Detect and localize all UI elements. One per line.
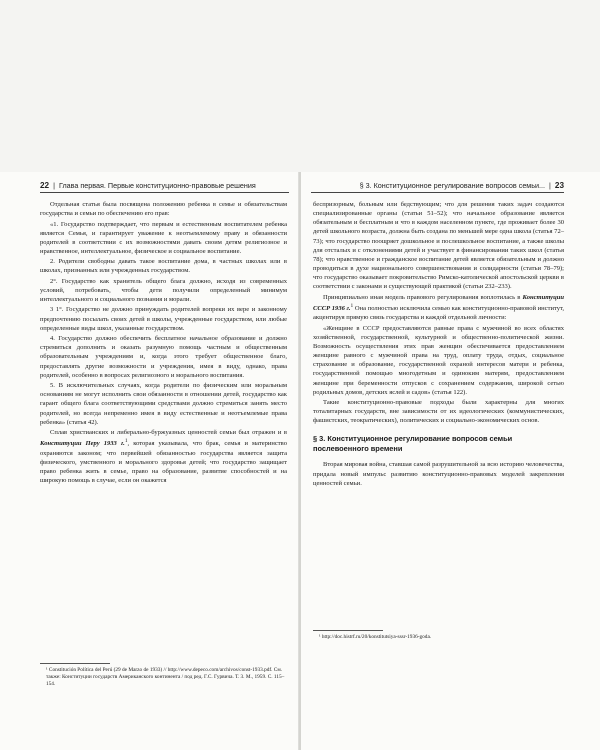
text-run: Она полностью исключила семью как конституционно-правовой институт, акцентируя прямую связь государства и каждой отдельной личности:	[313, 305, 565, 322]
paragraph: Вторая мировая война, ставшая самой разрушительной за всю историю человечества, придала новый импульс развитию конституционно-правовых моделей закрепления ценностей семьи.	[313, 461, 564, 487]
paragraph: 2°. Государство как хранитель общего блага должно, исходя из современных условий, потребовать, чтобы дети получили определенный минимум интеллектуального и социального познания и морали.	[40, 277, 287, 304]
paragraph: 5. В исключительных случаях, когда родители по физическим или моральным основаниям не могут исполнить свои обязанности в отношении детей, государство как гарант общего блага соответствующими средствами должно стремиться занять место родителей, но всегда непременно имея в виду естественные и неотъемлемые права ребенка» (статья 42).	[40, 382, 287, 426]
section-running-title: § 3. Конституционное регулирование вопросов семьи...	[359, 181, 546, 190]
constitution-peru-ref: Конституции Перу 1933 г.	[40, 440, 125, 448]
right-footnotes	[313, 630, 564, 641]
left-body-text	[40, 200, 287, 485]
footnote: ¹ http://doc.histrf.ru/20/konstitutsiya-sssr-1936-goda.	[319, 634, 432, 640]
text-run: Принципиально иная модель правового регулирования воплотилась в	[323, 293, 521, 301]
left-footnotes	[40, 663, 287, 688]
paragraph: 3 1°. Государство не должно принуждать родителей вопреки их вере и законному предпочтению посылать своих детей в школы, учрежденные государством, или любые определенные виды школ, указанные государством.	[40, 306, 287, 332]
paragraph: Такие конституционно-правовые подходы были характерны для многих тоталитарных государств, вне зависимости от их идеологических (коммунистических, фашистских, теократических), политических и социально-экономических основ.	[313, 399, 564, 425]
right-page-number: 23	[554, 181, 564, 190]
left-page	[0, 172, 299, 750]
paragraph: Отдельная статья была посвящена положению ребенка в семье и обязательствам государства и семьи по обеспечению его прав:	[40, 201, 287, 218]
header-separator: |	[53, 181, 55, 190]
section-heading: § 3. Конституционное регулирование вопросов семьи послевоенного времени	[313, 434, 513, 454]
text-run: Сплав христианских и либерально-буржуазных ценностей семьи был отражен и в	[50, 429, 287, 437]
right-page	[301, 172, 600, 750]
right-running-header	[311, 180, 564, 193]
paragraph: беспризорным, больным или бедствующим; что для решения таких задач создаются специализированные органы (статьи 51–52); что начальное образование является обязательным и бесплатным и что в каждом населенном пункте, где проживает более 30 детей школьного возраста, должна быть создана по меньшей мере одна школа (статья 72–73); что государство поощряет дошкольное и послешкольное воспитание, а также школы для отсталых и с отклонениями детей и участвует в финансировании таких школ (статья 78); что нравственное и гражданское воспитание детей является обязательным и должно проводиться в духе национального совершенствования и солидарности (статьи 78–79); что государство оказывает покровительство Римско-католической апостольской церкви в соответствии с законами и существующей практикой (статьи 232–233).	[313, 201, 564, 291]
text-run: , которая указывала, что брак, семья и материнство охраняются законом; что первейшей обязанностью государства является защита физического, умственного и морального здоровья детей; что государство защищает право ребенка жить в семье, право на образование, развитие способностей и на широкую помощь в случае, если он окажется	[40, 440, 287, 485]
paragraph-peru	[40, 428, 287, 485]
footnote: ¹ Constitución Política del Perú (29 de Marzo de 1933) // http://www.depeco.com/archivos/const-1933.pdf. См. также: Конституции государств Американского континента / под ред. Г.С. Гурвича. Т. 3. М., 1959. С. 115–154.	[46, 667, 285, 687]
footnote-rule	[313, 630, 383, 631]
paragraph: «1. Государство подтверждает, что первым и естественным воспитателем ребенка является Семья, и гарантирует уважение к неотъемлемому праву и обязанности родителей в соответствии с их возможностями давать своим детям религиозное и нравственное, интеллектуальное, физическое и социальное воспитание.	[40, 220, 287, 255]
footnote-rule	[40, 663, 110, 664]
paragraph-ussr	[313, 293, 564, 323]
left-running-header	[40, 180, 289, 193]
chapter-title: Глава первая. Первые конституционно-правовые решения	[58, 181, 256, 190]
constitution-ussr-ref: Конституции СССР 1936 г.	[313, 293, 564, 313]
left-page-number: 22	[40, 181, 50, 190]
header-separator: |	[549, 181, 551, 190]
paragraph: 2. Родители свободны давать такое воспитание дома, в частных школах или в школах, признанных или учрежденных государством.	[40, 258, 287, 275]
quote-paragraph: «Женщине в СССР предоставляются равные права с мужчиной во всех областях хозяйственной, государственной, культурной и общественно-политической жизни. Возможность осуществления этих прав женщин обеспечивается предоставлением женщине равного с мужчиной права на труд, оплату труда, отдых, социальное страхование и образование, государственной охраной интересов матери и ребенка, государственной помощью многодетным и одиноким матерям, предоставлением женщине при беременности отпусков с сохранением содержания, широкой сетью родильных домов, детских яслей и садов» (статья 122).	[313, 324, 564, 396]
right-body-text	[313, 200, 564, 488]
footnote-marker: 1	[124, 438, 128, 445]
paragraph: 4. Государство должно обеспечить бесплатное начальное образование и должно стремиться дополнить и оказать разумную помощь частным и общественным образовательным учреждениям и, когда этого требует общественное благо, предоставлять другие возможности и учреждения, имея в виду, однако, права родителей, особенно в вопросах религиозного и морального воспитания.	[40, 335, 287, 379]
footnote-marker: 1	[350, 302, 354, 309]
